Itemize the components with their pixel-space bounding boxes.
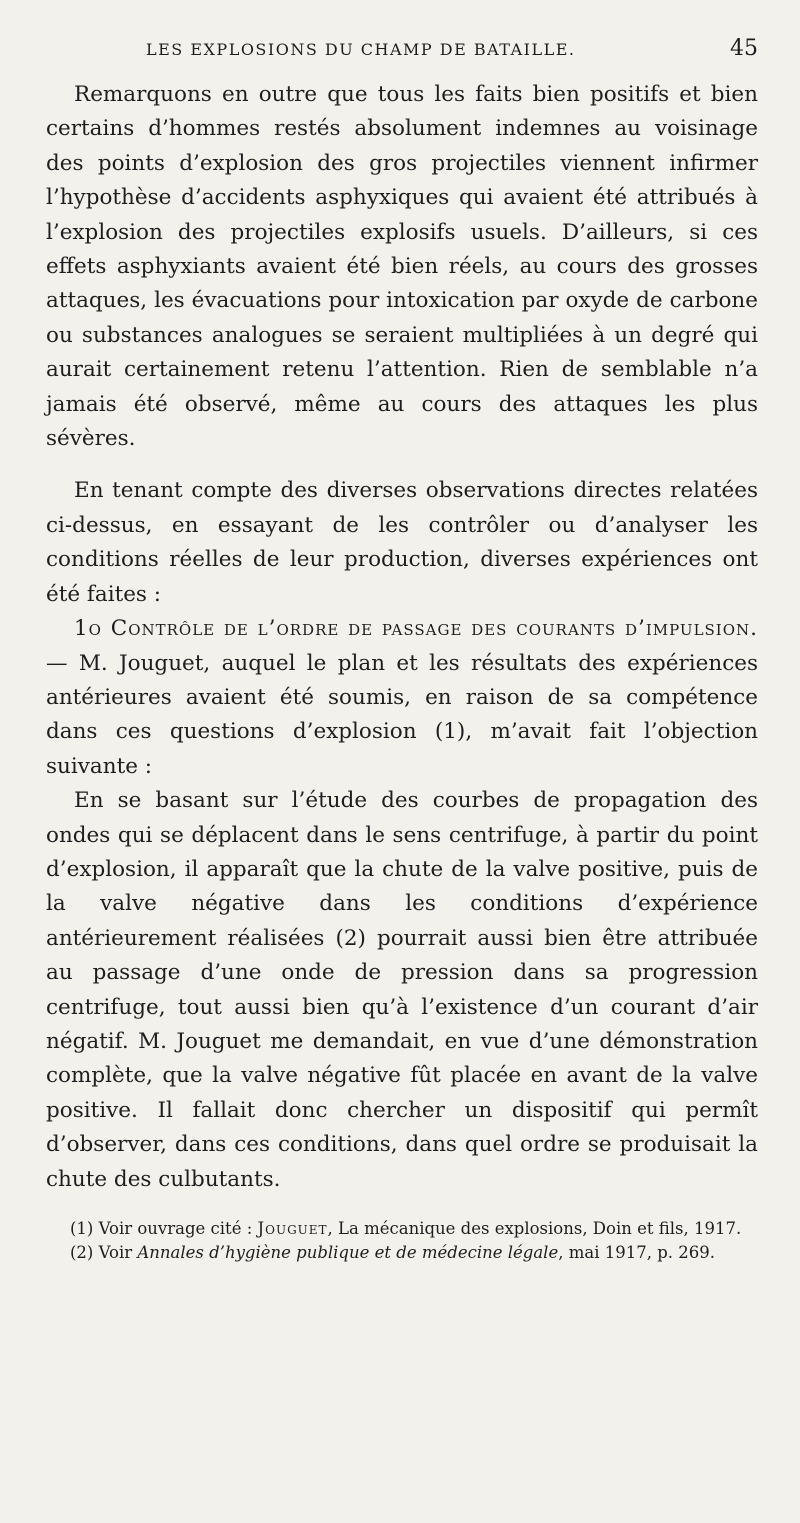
footnote-1 xyxy=(46,1219,758,1239)
paragraph-3 xyxy=(46,612,758,784)
paragraph-1: Remarquons en outre que tous les faits bien positifs et bien certains d’hommes restés absolument indemnes au voisinage des points d’explosion des gros projectiles viennent infirmer l’hypothèse d’accidents asphyxiques qui avaient été attribués à l’explosion des projectiles explosifs usuels. D’ailleurs, si ces effets asphyxiants avaient été bien réels, au cours des grosses attaques, les évacuations pour intoxication par oxyde de carbone ou substances analogues se seraient multipliées à un degré qui aurait certainement retenu l’attention. Rien de semblable n’a jamais été observé, même au cours des attaques les plus sévères. xyxy=(46,82,758,452)
footnote-2-start: (2) Voir xyxy=(70,1243,138,1262)
page-number: 45 xyxy=(730,36,758,61)
footnote-2-end: , mai 1917, p. 269. xyxy=(558,1243,716,1262)
footnote-1-start: (1) Voir ouvrage cité : xyxy=(70,1219,258,1238)
book-page xyxy=(46,28,758,1267)
footnote-2-title: Annales d’hygiène publique et de médecine légale xyxy=(137,1243,559,1262)
footnote-2 xyxy=(46,1243,758,1263)
footnote-1-end: , La mécanique des explosions, Doin et fils, 1917. xyxy=(327,1219,742,1238)
paragraph-4: En se basant sur l’étude des courbes de propagation des ondes qui se déplacent dans le sens centrifuge, à partir du point d’explosion, il apparaît que la chute de la valve positive, puis de la valve négative dans les conditions d’expérience antérieurement réalisées (2) pourrait aussi bien être attribuée au passage d’une onde de pression dans sa progression centrifuge, tout aussi bien qu’à l’existence d’un courant d’air négatif. M. Jouguet me demandait, en vue d’une démonstration complète, que la valve négative fût placée en avant de la valve positive. Il fallait donc chercher un dispositif qui permît d’observer, dans ces conditions, dans quel ordre se produisait la chute des culbutants. xyxy=(46,788,758,1192)
running-title: LES EXPLOSIONS DU CHAMP DE BATAILLE. xyxy=(146,40,576,59)
body-text xyxy=(46,78,758,1197)
page-header xyxy=(46,28,758,78)
footnotes xyxy=(46,1219,758,1263)
footnote-1-author: Jouguet xyxy=(257,1219,328,1238)
section-text: — M. Jouguet, auquel le plan et les résultats des expériences antérieures avaient été soumis, en raison de sa compétence dans ces questions d’explosion (1), m’avait fait l’objection suivante : xyxy=(46,650,758,779)
section-heading: 1o Contrôle de l’ordre de passage des courants d’impulsion. xyxy=(74,616,758,642)
paragraph-2: En tenant compte des diverses observations directes relatées ci-dessus, en essayant de les contrôler ou d’analyser les conditions réelles de leur production, diverses expériences ont été faites : xyxy=(46,478,758,607)
